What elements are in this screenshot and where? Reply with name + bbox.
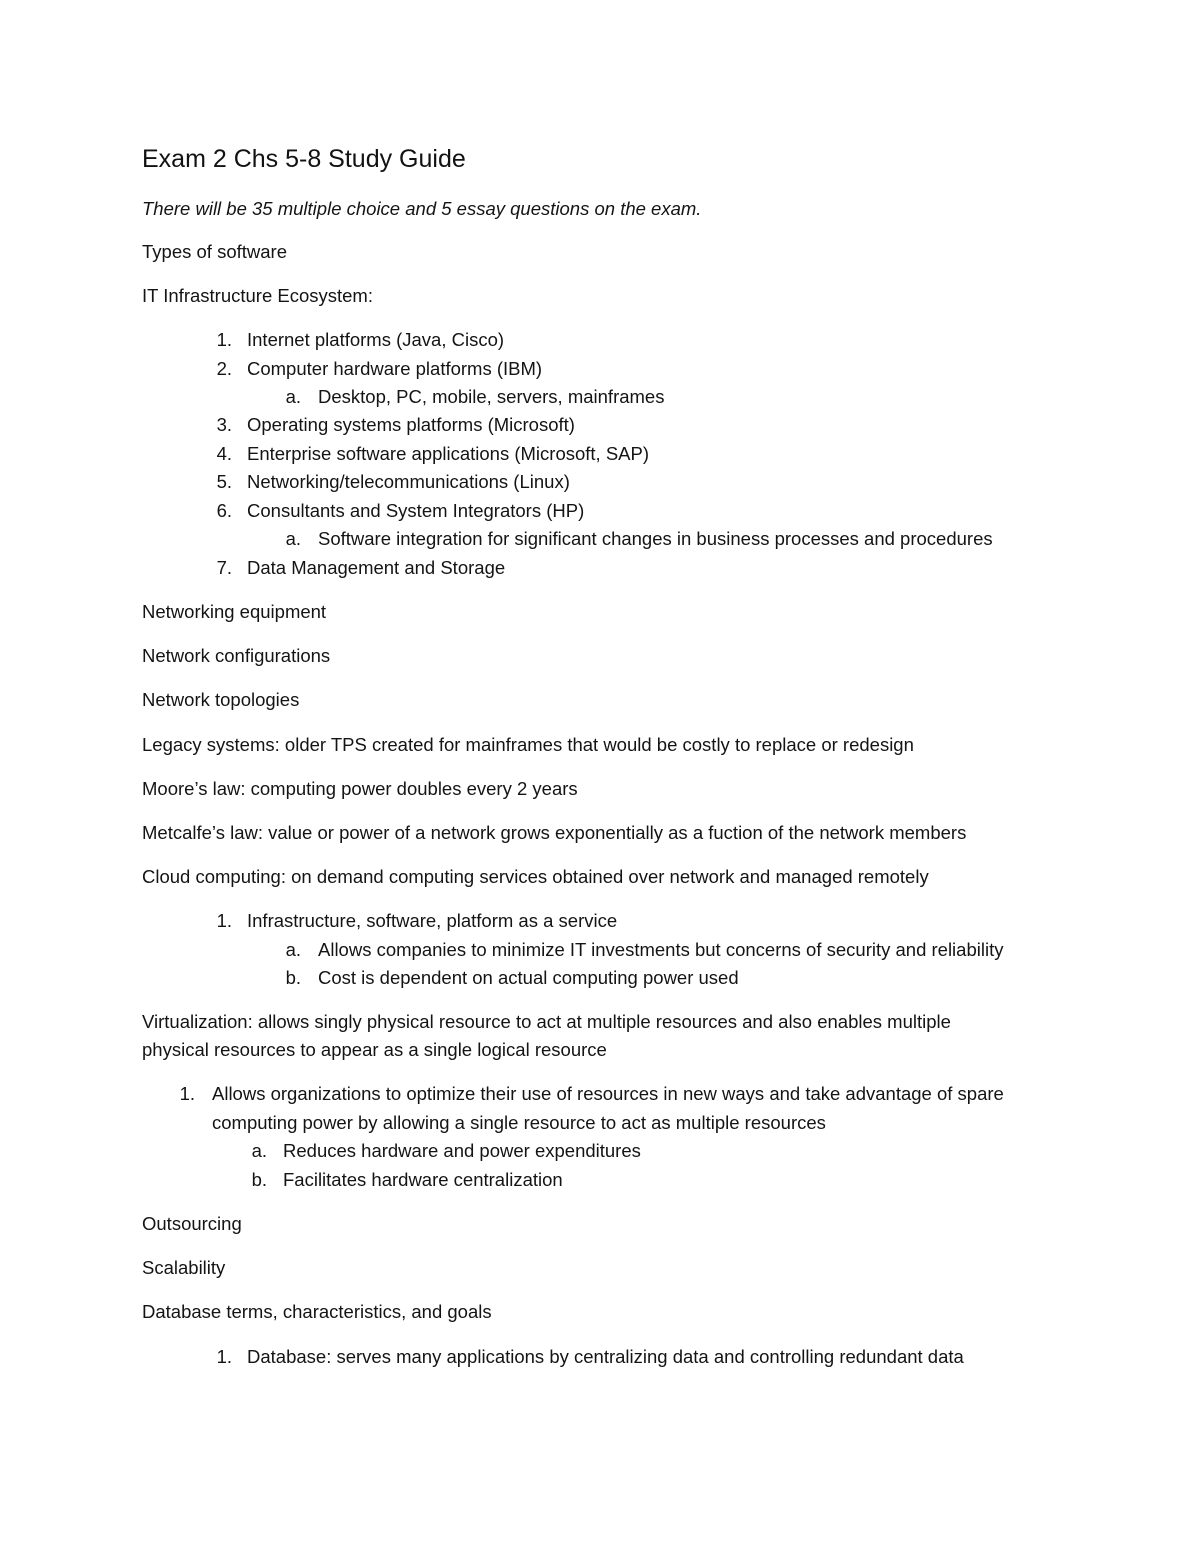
virtualization-text-line2: physical resources to appear as a single logical resource	[142, 1039, 607, 1060]
list-item: Data Management and Storage	[247, 557, 506, 578]
heading-network-configurations: Network configurations	[142, 645, 331, 666]
list-item: Networking/telecommunications (Linux)	[247, 471, 570, 492]
list-marker: 3.	[216, 414, 232, 435]
list-marker: a.	[285, 939, 301, 960]
list-item: Infrastructure, software, platform as a service	[247, 910, 618, 931]
list-marker: 7.	[216, 557, 232, 578]
list-item: Consultants and System Integrators (HP)	[247, 500, 585, 521]
list-marker: 2.	[216, 358, 232, 379]
list-marker: b.	[251, 1169, 267, 1190]
list-item: Reduces hardware and power expenditures	[283, 1140, 641, 1161]
list-marker: 1.	[179, 1083, 195, 1104]
list-marker: 5.	[216, 471, 232, 492]
list-marker: b.	[285, 967, 301, 988]
moores-law-text: Moore’s law: computing power doubles every 2 years	[142, 778, 578, 799]
heading-database: Database terms, characteristics, and goals	[142, 1301, 492, 1322]
metcalfes-law-text: Metcalfe’s law: value or power of a network grows exponentially as a fuction of the network members	[142, 822, 967, 843]
list-item: Enterprise software applications (Microsoft, SAP)	[247, 443, 650, 464]
list-item: Allows companies to minimize IT investments but concerns of security and reliability	[318, 939, 1004, 960]
list-item: Cost is dependent on actual computing power used	[318, 967, 739, 988]
list-marker: 1.	[216, 1346, 232, 1367]
virtualization-text-line1: Virtualization: allows singly physical resource to act at multiple resources and also enables multiple	[142, 1011, 951, 1032]
cloud-computing-text: Cloud computing: on demand computing services obtained over network and managed remotely	[142, 866, 929, 887]
list-item: Database: serves many applications by centralizing data and controlling redundant data	[247, 1346, 964, 1367]
list-item: Desktop, PC, mobile, servers, mainframes	[318, 386, 665, 407]
heading-outsourcing: Outsourcing	[142, 1213, 242, 1234]
list-item-continuation: computing power by allowing a single resource to act as multiple resources	[212, 1112, 826, 1133]
list-item: Facilitates hardware centralization	[283, 1169, 563, 1190]
heading-types-of-software: Types of software	[142, 241, 287, 262]
heading-it-infrastructure: IT Infrastructure Ecosystem:	[142, 285, 373, 306]
list-item: Operating systems platforms (Microsoft)	[247, 414, 575, 435]
list-item: Internet platforms (Java, Cisco)	[247, 329, 505, 350]
list-marker: 4.	[216, 443, 232, 464]
list-marker: 6.	[216, 500, 232, 521]
list-item: Computer hardware platforms (IBM)	[247, 358, 543, 379]
list-marker: a.	[285, 386, 301, 407]
heading-networking-equipment: Networking equipment	[142, 601, 327, 622]
list-marker: 1.	[216, 910, 232, 931]
document-title: Exam 2 Chs 5-8 Study Guide	[142, 145, 466, 173]
list-item: Allows organizations to optimize their use of resources in new ways and take advantage of spare	[212, 1083, 1004, 1104]
list-marker: a.	[251, 1140, 267, 1161]
heading-network-topologies: Network topologies	[142, 689, 300, 710]
legacy-systems-text: Legacy systems: older TPS created for mainframes that would be costly to replace or redesign	[142, 734, 914, 755]
list-item: Software integration for significant changes in business processes and procedures	[318, 528, 993, 549]
heading-scalability: Scalability	[142, 1257, 226, 1278]
list-marker: a.	[285, 528, 301, 549]
intro-text: There will be 35 multiple choice and 5 essay questions on the exam.	[142, 198, 702, 219]
list-marker: 1.	[216, 329, 232, 350]
